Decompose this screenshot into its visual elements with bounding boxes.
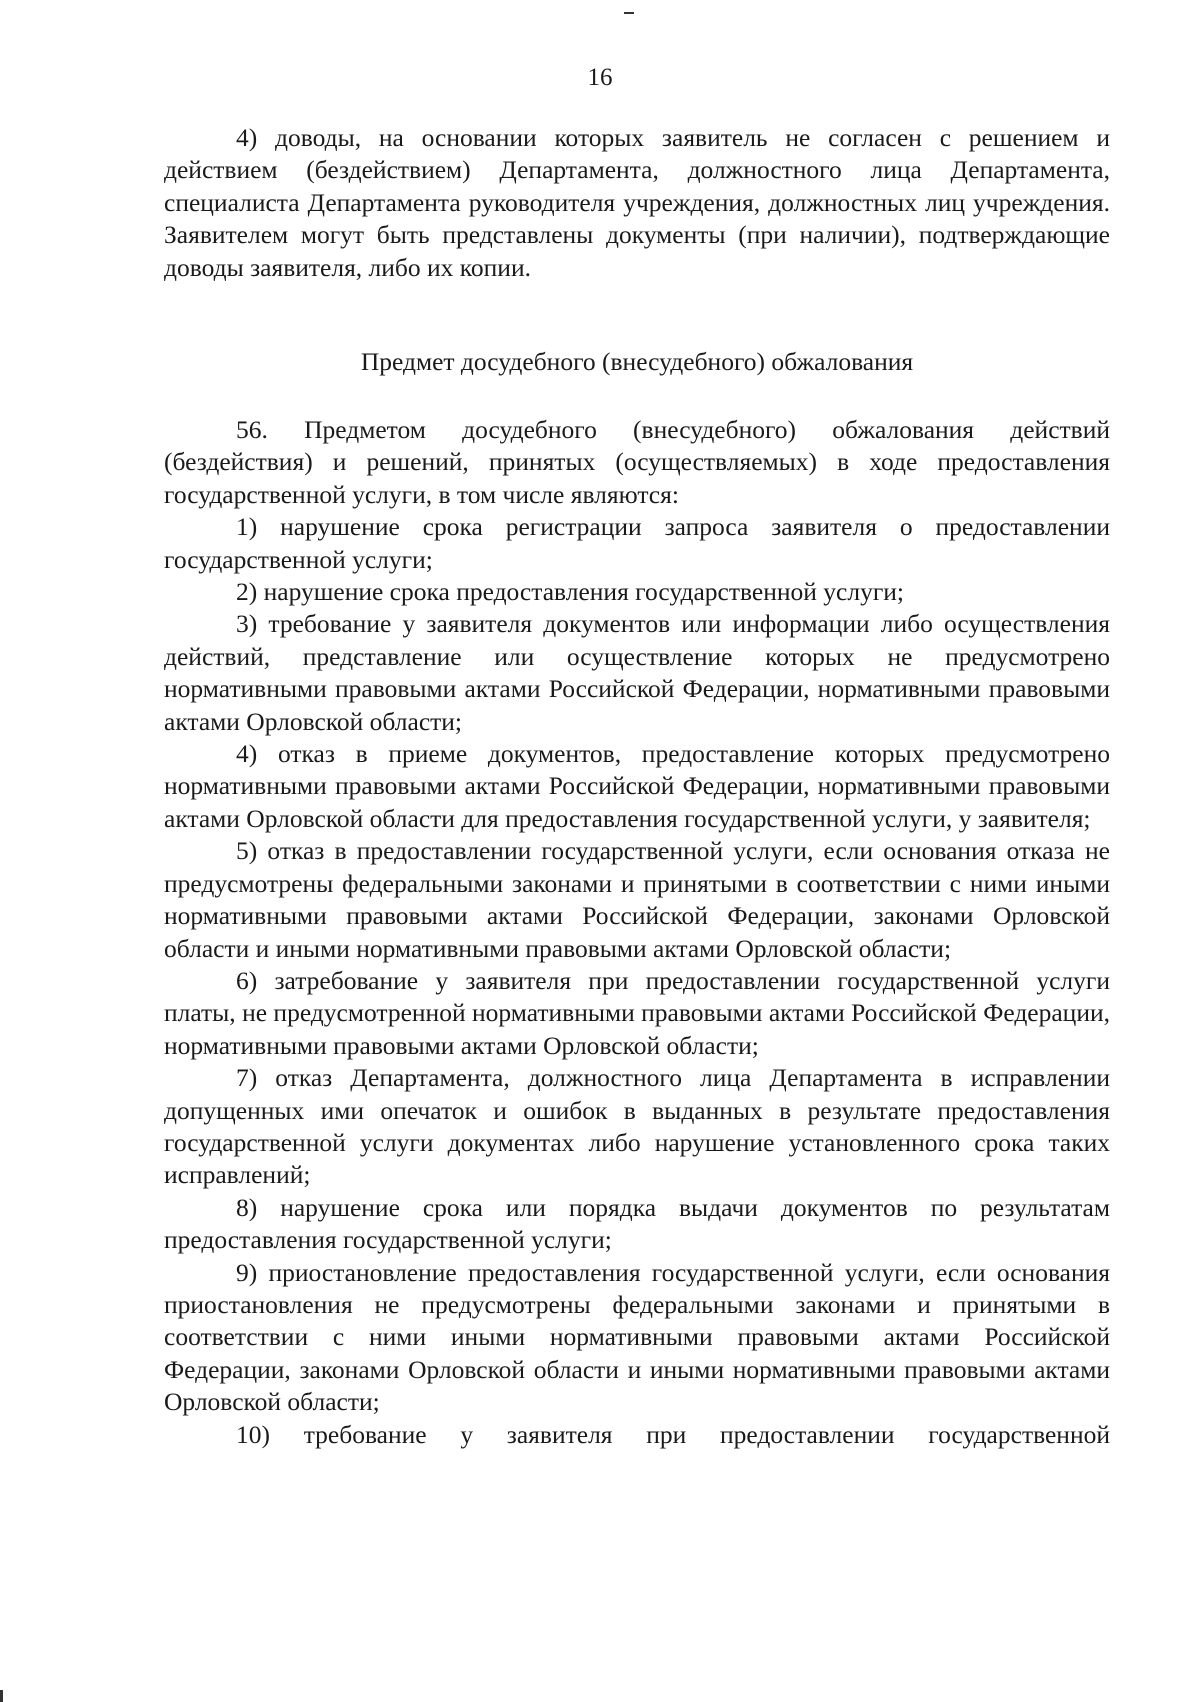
list-item: 9) приостановление предоставления государственной услуги, если основания приостановления не предусмотрены федеральными законами и принятыми в соответствии с ними иными нормативными правовыми актами Российской Федерации, законами Орловской области и иными нормативными правовыми актами Орловской области; — [164, 1257, 1110, 1417]
page-number: 16 — [587, 64, 613, 91]
list-item: 1) нарушение срока регистрации запроса заявителя о предоставлении государственной услуги; — [164, 512, 1110, 574]
list-item: 7) отказ Департамента, должностного лица Департамента в исправлении допущенных ими опечаток и ошибок в выданных в результате предоставления государственной услуги документах либо нарушение установленного срока таких исправлений; — [164, 1063, 1110, 1190]
intro-paragraph: 4) доводы, на основании которых заявитель не согласен с решением и действием (бездействием) Департамента, должностного лица Департамента, специалиста Департамента руководителя учреждения, должностных лиц учреждения. Заявителем могут быть представлены документы (при наличии), подтверждающие доводы заявителя, либо их копии. — [164, 123, 1110, 282]
list-item: 3) требование у заявителя документов или информации либо осуществления действий, представление или осуществление которых не предусмотрено нормативными правовыми актами Российской Федерации, нормативными правовыми актами Орловской области; — [164, 609, 1110, 736]
section-heading: Предмет досудебного (внесудебного) обжалования — [360, 347, 914, 376]
scan-speck-bottom-left — [0, 1690, 3, 1702]
main-body — [164, 414, 1110, 1451]
scan-speck-top — [624, 12, 634, 14]
list-item: 10) требование у заявителя при предоставлении государственной — [236, 1419, 1110, 1449]
list-item: 4) отказ в приеме документов, предоставление которых предусмотрено нормативными правовыми актами Российской Федерации, нормативными правовыми актами Орловской области для предоставления государственной услуги, у заявителя; — [164, 739, 1110, 833]
clause-56: 56. Предметом досудебного (внесудебного) обжалования действий (бездействия) и решений, принятых (осуществляемых) в ходе предоставления государственной услуги, в том числе являются: — [164, 415, 1110, 509]
intro-block — [164, 122, 1110, 284]
list-item: 8) нарушение срока или порядка выдачи документов по результатам предоставления государственной услуги; — [164, 1192, 1110, 1255]
list-item: 6) затребование у заявителя при предоставлении государственной услуги платы, не предусмотренной нормативными правовыми актами Российской Федерации, нормативными правовыми актами Орловской области; — [164, 965, 1110, 1060]
list-item: 5) отказ в предоставлении государственной услуги, если основания отказа не предусмотрены федеральными законами и принятыми в соответствии с ними иными нормативными правовыми актами Российской Федерации, законами Орловской области и иными нормативными правовыми актами Орловской области; — [164, 836, 1110, 963]
list-item: 2) нарушение срока предоставления государственной услуги; — [236, 577, 905, 607]
